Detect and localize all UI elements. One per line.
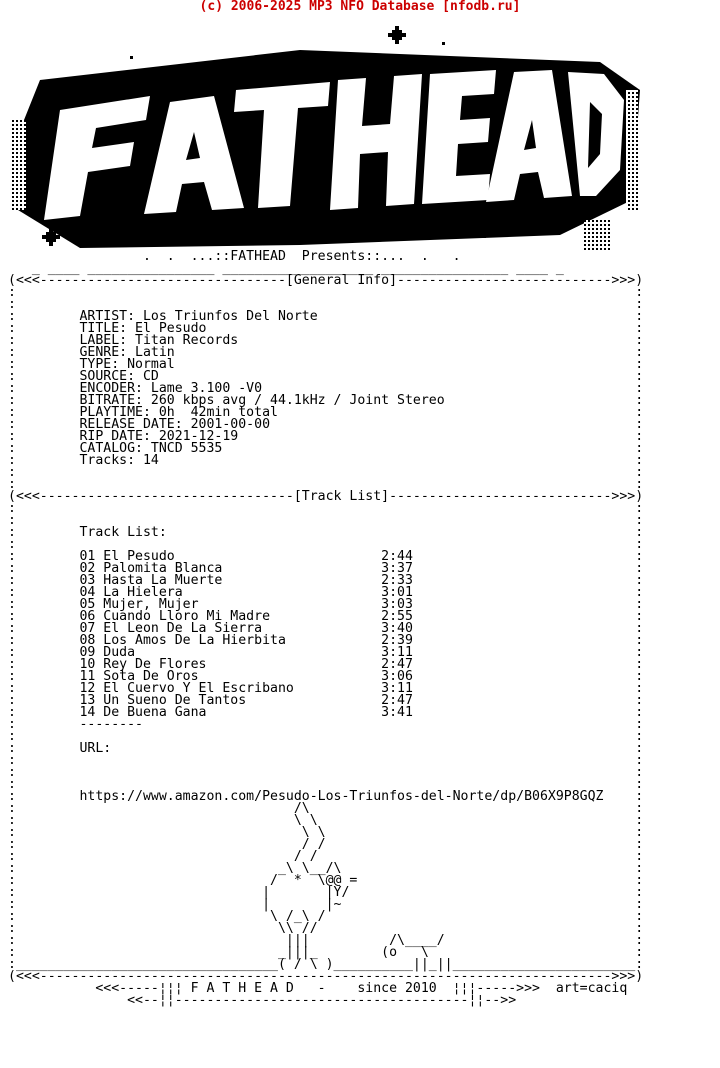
nfo-line: : TYPE: Normal : (8, 357, 644, 372)
nfo-line: : : (8, 513, 644, 528)
nfo-line: : 08 Los Amos De La Hierbita 2:39 : (8, 633, 644, 648)
nfo-line: : SOURCE: CD : (8, 369, 644, 384)
nfo-line: (<<<-------------------------------[General Info]--------------------------->>>) (8, 273, 644, 288)
nfo-line: : 05 Mujer, Mujer 3:03 : (8, 597, 644, 612)
nfo-line: : / * \@@ = : (8, 873, 644, 888)
nfo-line: : | |~ : (8, 897, 644, 912)
nfo-line: : \\ // : (8, 921, 644, 936)
nfo-line: : Tracks: 14 : (8, 453, 644, 468)
nfo-line: (<<<--------------------------------[Track List]---------------------------->>>) (8, 489, 644, 504)
nfo-line: : Track List: : (8, 525, 644, 540)
nfo-line: : _\ \__/\ : (8, 861, 644, 876)
nfo-line: : 03 Hasta La Muerte 2:33 : (8, 573, 644, 588)
nfo-line: (<<<------------------------------------------------------------------------>>>) (8, 969, 644, 984)
nfo-line: : PLAYTIME: 0h 42min total : (8, 405, 644, 420)
nfo-line: : 09 Duda 3:11 : (8, 645, 644, 660)
nfo-line: <<--¦¦-------------------------------------¦¦-->> (8, 993, 517, 1008)
nfo-line: : \ /_\ / : (8, 909, 644, 924)
nfo-line: : 02 Palomita Blanca 3:37 : (8, 561, 644, 576)
nfo-line: : BITRATE: 260 kbps avg / 44.1kHz / Joint Stereo : (8, 393, 644, 408)
nfo-line: : : (8, 285, 644, 300)
nfo-line: : URL: : (8, 741, 644, 756)
nfo-line: : : (8, 765, 644, 780)
logo-letter-e (422, 70, 496, 204)
nfo-line: : CATALOG: TNCD 5535 : (8, 441, 644, 456)
nfo-line: : 12 El Cuervo Y El Escribano 3:11 : (8, 681, 644, 696)
nfo-line: : / / : (8, 837, 644, 852)
nfo-line: : 11 Sota De Oros 3:06 : (8, 669, 644, 684)
nfo-line: : : (8, 477, 644, 492)
nfo-line: : : (8, 777, 644, 792)
nfo-line: : ARTIST: Los Triunfos Del Norte : (8, 309, 644, 324)
nfo-line: : _|||_ (o \ : (8, 945, 644, 960)
nfo-line: :_________________________________( / \ )__________||_||_______________________: (8, 957, 644, 972)
nfo-line: : : (8, 465, 644, 480)
logo-stipple-right (626, 90, 638, 210)
nfo-line: : ENCODER: Lame 3.100 -V0 : (8, 381, 644, 396)
nfo-text (8, 251, 643, 1007)
nfo-line: : \ \ : (8, 825, 644, 840)
nfo-line: : ||| /\____/ : (8, 933, 644, 948)
nfo-line: : /\ : (8, 801, 644, 816)
fathead-logo (0, 20, 720, 260)
nfo-line: _ ____ ________________ ___________________ ________________ ____ _ (8, 261, 564, 276)
nfo-line: : : (8, 537, 644, 552)
nfo-line: : 10 Rey De Flores 2:47 : (8, 657, 644, 672)
nfo-line: : | |Y/ : (8, 885, 644, 900)
nfo-line: . . ...::FATHEAD Presents::... . . (8, 249, 461, 264)
nfo-line: : 14 De Buena Gana 3:41 : (8, 705, 644, 720)
nfo-line[interactable]: : https://www.amazon.com/Pesudo-Los-Triunfos-del-Norte/dp/B06X9P8GQZ : (8, 789, 644, 804)
nfo-line: : : (8, 753, 644, 768)
nfo-line: : GENRE: Latin : (8, 345, 644, 360)
logo-stipple-bottom (584, 220, 610, 250)
nfo-line: : 13 Un Sueno De Tantos 2:47 : (8, 693, 644, 708)
nfo-line: : 04 La Hielera 3:01 : (8, 585, 644, 600)
nfo-line: : : (8, 729, 644, 744)
nfo-line: : TITLE: El Pesudo : (8, 321, 644, 336)
nfo-line: : RELEASE DATE: 2001-00-00 : (8, 417, 644, 432)
nfo-line: : RIP DATE: 2021-12-19 : (8, 429, 644, 444)
nfo-line: : / / : (8, 849, 644, 864)
nfo-line: : 01 El Pesudo 2:44 : (8, 549, 644, 564)
nfo-line: : 06 Cuando Lloro Mi Madre 2:55 : (8, 609, 644, 624)
nfo-line: : LABEL: Titan Records : (8, 333, 644, 348)
logo-stipple-left (12, 120, 26, 210)
database-credit: (c) 2006-2025 MP3 NFO Database [nfodb.ru] (199, 0, 521, 14)
nfo-line: : : (8, 297, 644, 312)
nfo-line: : : (8, 501, 644, 516)
nfo-line: : -------- : (8, 717, 644, 732)
nfo-line: : \ \ : (8, 813, 644, 828)
nfo-line: : 07 El Leon De La Sierra 3:40 : (8, 621, 644, 636)
nfo-line: <<<-----¦¦¦ F A T H E A D - since 2010 ¦¦¦----->>> art=caciq (8, 981, 628, 996)
